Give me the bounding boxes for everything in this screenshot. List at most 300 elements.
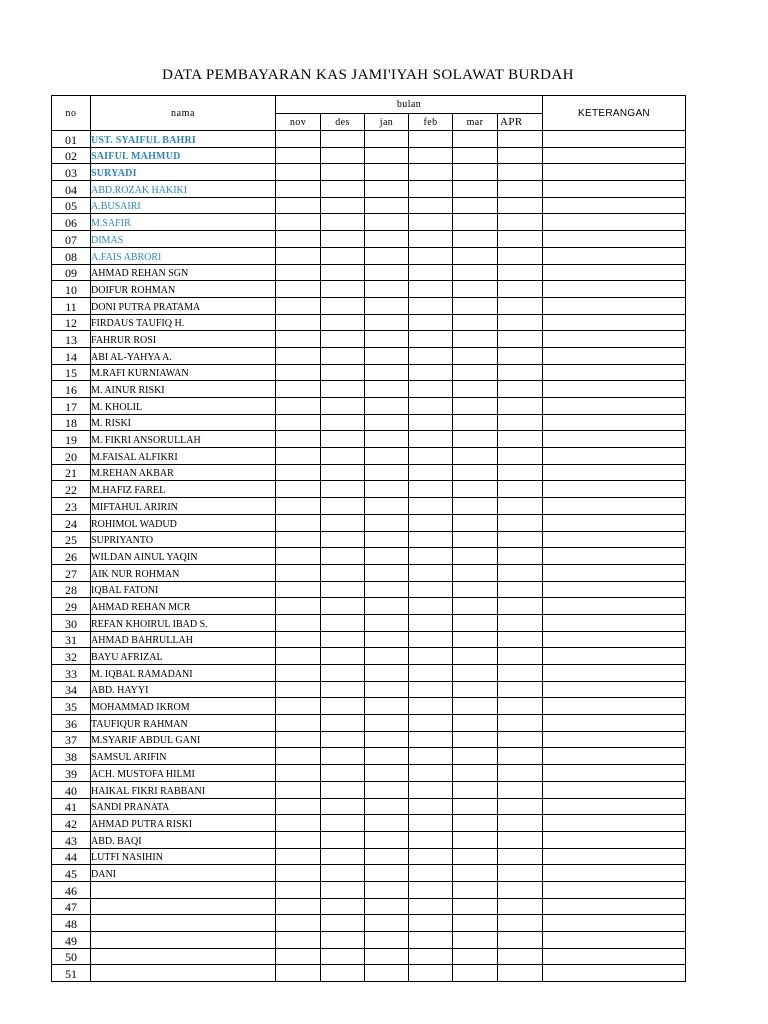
payment-cell-apr — [498, 798, 543, 815]
row-number: 25 — [52, 531, 91, 548]
payment-cell-des — [321, 815, 365, 832]
keterangan-cell — [543, 715, 686, 732]
payment-cell-des — [321, 381, 365, 398]
payment-cell-apr — [498, 815, 543, 832]
payment-cell-nov — [276, 848, 321, 865]
member-name: UST. SYAIFUL BAHRI — [91, 131, 276, 148]
table-row — [52, 731, 686, 748]
payment-cell-jan — [365, 531, 409, 548]
payment-cell-feb — [409, 915, 453, 932]
row-number: 03 — [52, 164, 91, 181]
payment-cell-nov — [276, 932, 321, 949]
payment-cell-apr — [498, 548, 543, 565]
payment-cell-des — [321, 414, 365, 431]
table-row — [52, 815, 686, 832]
month-header-feb: feb — [409, 114, 453, 131]
row-number: 21 — [52, 464, 91, 481]
table-row — [52, 932, 686, 949]
payment-cell-feb — [409, 831, 453, 848]
member-name: WILDAN AINUL YAQIN — [91, 548, 276, 565]
payment-cell-jan — [365, 965, 409, 982]
payment-cell-mar — [453, 898, 498, 915]
payment-cell-des — [321, 431, 365, 448]
payment-cell-feb — [409, 398, 453, 415]
payment-cell-des — [321, 948, 365, 965]
column-header-bulan: bulan — [276, 96, 543, 114]
table-row — [52, 231, 686, 248]
table-row — [52, 848, 686, 865]
payment-cell-nov — [276, 147, 321, 164]
payment-cell-nov — [276, 481, 321, 498]
keterangan-cell — [543, 414, 686, 431]
row-number: 43 — [52, 831, 91, 848]
payment-cell-des — [321, 581, 365, 598]
payment-cell-nov — [276, 748, 321, 765]
table-row — [52, 264, 686, 281]
row-number: 49 — [52, 932, 91, 949]
payment-cell-feb — [409, 598, 453, 615]
table-row — [52, 498, 686, 515]
keterangan-cell — [543, 131, 686, 148]
payment-cell-des — [321, 548, 365, 565]
payment-cell-feb — [409, 581, 453, 598]
payment-cell-nov — [276, 164, 321, 181]
payment-cell-mar — [453, 731, 498, 748]
payment-cell-nov — [276, 181, 321, 198]
payment-cell-des — [321, 514, 365, 531]
payment-cell-feb — [409, 681, 453, 698]
member-name: DOIFUR ROHMAN — [91, 281, 276, 298]
table-row — [52, 398, 686, 415]
payment-cell-feb — [409, 881, 453, 898]
payment-cell-des — [321, 598, 365, 615]
keterangan-cell — [543, 531, 686, 548]
table-row — [52, 614, 686, 631]
payment-cell-jan — [365, 631, 409, 648]
payment-cell-feb — [409, 281, 453, 298]
row-number: 36 — [52, 715, 91, 732]
payment-cell-mar — [453, 765, 498, 782]
month-header-jan: jan — [365, 114, 409, 131]
keterangan-cell — [543, 831, 686, 848]
payment-cell-feb — [409, 181, 453, 198]
row-number: 01 — [52, 131, 91, 148]
keterangan-cell — [543, 498, 686, 515]
keterangan-cell — [543, 314, 686, 331]
payment-cell-nov — [276, 698, 321, 715]
payment-cell-des — [321, 564, 365, 581]
row-number: 19 — [52, 431, 91, 448]
payment-cell-jan — [365, 648, 409, 665]
payment-cell-jan — [365, 498, 409, 515]
keterangan-cell — [543, 381, 686, 398]
payment-cell-feb — [409, 498, 453, 515]
payment-cell-des — [321, 331, 365, 348]
payment-cell-apr — [498, 665, 543, 682]
row-number: 47 — [52, 898, 91, 915]
payment-cell-jan — [365, 598, 409, 615]
table-row — [52, 381, 686, 398]
row-number: 37 — [52, 731, 91, 748]
payment-cell-apr — [498, 381, 543, 398]
table-row — [52, 598, 686, 615]
payment-cell-apr — [498, 648, 543, 665]
table-body — [52, 131, 686, 982]
payment-cell-apr — [498, 915, 543, 932]
payment-cell-mar — [453, 698, 498, 715]
payment-cell-nov — [276, 831, 321, 848]
payment-cell-nov — [276, 631, 321, 648]
payment-cell-nov — [276, 448, 321, 465]
keterangan-cell — [543, 898, 686, 915]
payment-cell-nov — [276, 264, 321, 281]
keterangan-cell — [543, 264, 686, 281]
table-row — [52, 464, 686, 481]
member-name: M.HAFIZ FAREL — [91, 481, 276, 498]
table-row — [52, 698, 686, 715]
row-number: 35 — [52, 698, 91, 715]
payment-cell-des — [321, 481, 365, 498]
payment-cell-des — [321, 364, 365, 381]
table-row — [52, 581, 686, 598]
payment-cell-jan — [365, 364, 409, 381]
payment-cell-jan — [365, 815, 409, 832]
payment-cell-nov — [276, 414, 321, 431]
member-name: AHMAD REHAN SGN — [91, 264, 276, 281]
payment-cell-feb — [409, 898, 453, 915]
payment-cell-feb — [409, 631, 453, 648]
keterangan-cell — [543, 614, 686, 631]
keterangan-cell — [543, 648, 686, 665]
table-row — [52, 331, 686, 348]
table-row — [52, 431, 686, 448]
payment-cell-mar — [453, 364, 498, 381]
payment-cell-des — [321, 731, 365, 748]
payment-cell-des — [321, 698, 365, 715]
member-name: M.SYARIF ABDUL GANI — [91, 731, 276, 748]
payment-cell-mar — [453, 464, 498, 481]
payment-cell-apr — [498, 414, 543, 431]
member-name: SAIFUL MAHMUD — [91, 147, 276, 164]
row-number: 11 — [52, 297, 91, 314]
payment-cell-mar — [453, 181, 498, 198]
payment-cell-feb — [409, 381, 453, 398]
keterangan-cell — [543, 915, 686, 932]
row-number: 51 — [52, 965, 91, 982]
keterangan-cell — [543, 965, 686, 982]
payment-cell-jan — [365, 898, 409, 915]
member-name — [91, 932, 276, 949]
payment-cell-des — [321, 665, 365, 682]
keterangan-cell — [543, 865, 686, 882]
member-name: AHMAD PUTRA RISKI — [91, 815, 276, 832]
payment-cell-jan — [365, 564, 409, 581]
payment-cell-nov — [276, 665, 321, 682]
row-number: 10 — [52, 281, 91, 298]
payment-cell-mar — [453, 164, 498, 181]
payment-cell-apr — [498, 965, 543, 982]
table-row — [52, 965, 686, 982]
member-name: LUTFI NASIHIN — [91, 848, 276, 865]
table-row — [52, 197, 686, 214]
payment-cell-apr — [498, 881, 543, 898]
payment-cell-des — [321, 965, 365, 982]
table-row — [52, 765, 686, 782]
payment-cell-apr — [498, 848, 543, 865]
member-name: SANDI PRANATA — [91, 798, 276, 815]
payment-cell-mar — [453, 314, 498, 331]
table-row — [52, 715, 686, 732]
keterangan-cell — [543, 448, 686, 465]
payment-cell-jan — [365, 681, 409, 698]
payment-cell-apr — [498, 398, 543, 415]
payment-cell-mar — [453, 865, 498, 882]
row-number: 08 — [52, 247, 91, 264]
keterangan-cell — [543, 548, 686, 565]
month-header-nov: nov — [276, 114, 321, 131]
payment-cell-feb — [409, 464, 453, 481]
payment-cell-feb — [409, 548, 453, 565]
row-number: 27 — [52, 564, 91, 581]
row-number: 33 — [52, 665, 91, 682]
payment-cell-nov — [276, 514, 321, 531]
keterangan-cell — [543, 347, 686, 364]
payment-cell-nov — [276, 197, 321, 214]
member-name: M. AINUR RISKI — [91, 381, 276, 398]
keterangan-cell — [543, 214, 686, 231]
member-name — [91, 915, 276, 932]
payment-cell-mar — [453, 281, 498, 298]
payment-cell-des — [321, 347, 365, 364]
table-row — [52, 347, 686, 364]
payment-cell-des — [321, 398, 365, 415]
payment-cell-nov — [276, 581, 321, 598]
payment-cell-mar — [453, 531, 498, 548]
payment-cell-mar — [453, 297, 498, 314]
member-name: ROHIMOL WADUD — [91, 514, 276, 531]
table-row — [52, 564, 686, 581]
member-name: FIRDAUS TAUFIQ H. — [91, 314, 276, 331]
payment-cell-jan — [365, 398, 409, 415]
member-name — [91, 898, 276, 915]
payment-cell-nov — [276, 281, 321, 298]
payment-cell-apr — [498, 765, 543, 782]
member-name: AIK NUR ROHMAN — [91, 564, 276, 581]
column-header-keterangan: KETERANGAN — [543, 96, 686, 131]
payment-cell-mar — [453, 431, 498, 448]
payment-cell-des — [321, 247, 365, 264]
payment-cell-des — [321, 932, 365, 949]
payment-cell-feb — [409, 665, 453, 682]
payment-cell-des — [321, 214, 365, 231]
payment-cell-mar — [453, 681, 498, 698]
payment-cell-jan — [365, 748, 409, 765]
payment-cell-apr — [498, 614, 543, 631]
payment-cell-des — [321, 164, 365, 181]
payment-cell-jan — [365, 331, 409, 348]
row-number: 07 — [52, 231, 91, 248]
member-name: AHMAD BAHRULLAH — [91, 631, 276, 648]
payment-cell-feb — [409, 948, 453, 965]
payment-cell-feb — [409, 798, 453, 815]
member-name: ABD.ROZAK HAKIKI — [91, 181, 276, 198]
table-row — [52, 748, 686, 765]
payment-cell-jan — [365, 731, 409, 748]
keterangan-cell — [543, 681, 686, 698]
table-row — [52, 414, 686, 431]
row-number: 09 — [52, 264, 91, 281]
payment-cell-nov — [276, 965, 321, 982]
row-number: 14 — [52, 347, 91, 364]
payment-cell-feb — [409, 965, 453, 982]
payment-cell-nov — [276, 715, 321, 732]
payment-cell-des — [321, 915, 365, 932]
payment-cell-nov — [276, 314, 321, 331]
payment-cell-feb — [409, 331, 453, 348]
row-number: 12 — [52, 314, 91, 331]
payment-cell-nov — [276, 648, 321, 665]
row-number: 16 — [52, 381, 91, 398]
payment-cell-mar — [453, 631, 498, 648]
payment-cell-mar — [453, 665, 498, 682]
payment-cell-apr — [498, 464, 543, 481]
payment-cell-jan — [365, 614, 409, 631]
payment-cell-mar — [453, 247, 498, 264]
payment-cell-apr — [498, 531, 543, 548]
payment-cell-nov — [276, 431, 321, 448]
member-name: M. FIKRI ANSORULLAH — [91, 431, 276, 448]
member-name: A.FAIS ABRORI — [91, 247, 276, 264]
table-row — [52, 881, 686, 898]
payment-cell-des — [321, 781, 365, 798]
payment-cell-feb — [409, 848, 453, 865]
payment-cell-jan — [365, 932, 409, 949]
payment-cell-apr — [498, 181, 543, 198]
payment-cell-nov — [276, 347, 321, 364]
row-number: 41 — [52, 798, 91, 815]
keterangan-cell — [543, 598, 686, 615]
payment-cell-mar — [453, 398, 498, 415]
payment-cell-nov — [276, 564, 321, 581]
payment-cell-jan — [365, 247, 409, 264]
member-name — [91, 948, 276, 965]
payment-cell-feb — [409, 297, 453, 314]
member-name: M.FAISAL ALFIKRI — [91, 448, 276, 465]
payment-cell-nov — [276, 614, 321, 631]
payment-cell-jan — [365, 414, 409, 431]
row-number: 28 — [52, 581, 91, 598]
member-name: TAUFIQUR RAHMAN — [91, 715, 276, 732]
payment-cell-des — [321, 181, 365, 198]
member-name: SURYADI — [91, 164, 276, 181]
payment-cell-apr — [498, 297, 543, 314]
payment-cell-nov — [276, 297, 321, 314]
payment-cell-mar — [453, 915, 498, 932]
payment-cell-jan — [365, 214, 409, 231]
payment-cell-des — [321, 264, 365, 281]
payment-cell-jan — [365, 831, 409, 848]
payment-cell-apr — [498, 731, 543, 748]
keterangan-cell — [543, 247, 686, 264]
payment-cell-apr — [498, 131, 543, 148]
member-name: MOHAMMAD IKROM — [91, 698, 276, 715]
payment-cell-jan — [365, 481, 409, 498]
payment-cell-mar — [453, 548, 498, 565]
row-number: 18 — [52, 414, 91, 431]
payment-cell-apr — [498, 831, 543, 848]
row-number: 06 — [52, 214, 91, 231]
payment-cell-apr — [498, 214, 543, 231]
payment-cell-nov — [276, 781, 321, 798]
row-number: 23 — [52, 498, 91, 515]
payment-cell-mar — [453, 932, 498, 949]
member-name: M. RISKI — [91, 414, 276, 431]
payment-cell-apr — [498, 748, 543, 765]
payment-cell-feb — [409, 648, 453, 665]
payment-cell-des — [321, 715, 365, 732]
payment-cell-feb — [409, 531, 453, 548]
payment-cell-mar — [453, 498, 498, 515]
keterangan-cell — [543, 398, 686, 415]
payment-cell-feb — [409, 514, 453, 531]
table-row — [52, 948, 686, 965]
payment-cell-apr — [498, 598, 543, 615]
payment-cell-jan — [365, 798, 409, 815]
payment-cell-apr — [498, 431, 543, 448]
keterangan-cell — [543, 431, 686, 448]
keterangan-cell — [543, 181, 686, 198]
payment-cell-apr — [498, 247, 543, 264]
member-name: ABD. HAYYI — [91, 681, 276, 698]
payment-cell-apr — [498, 197, 543, 214]
payment-cell-nov — [276, 398, 321, 415]
member-name — [91, 965, 276, 982]
payment-cell-jan — [365, 765, 409, 782]
keterangan-cell — [543, 364, 686, 381]
keterangan-cell — [543, 815, 686, 832]
payment-cell-feb — [409, 264, 453, 281]
payment-cell-nov — [276, 531, 321, 548]
keterangan-cell — [543, 765, 686, 782]
payment-cell-jan — [365, 131, 409, 148]
payment-cell-jan — [365, 548, 409, 565]
payment-cell-feb — [409, 698, 453, 715]
row-number: 15 — [52, 364, 91, 381]
payment-cell-jan — [365, 781, 409, 798]
keterangan-cell — [543, 514, 686, 531]
payment-cell-nov — [276, 331, 321, 348]
row-number: 39 — [52, 765, 91, 782]
payment-cell-apr — [498, 364, 543, 381]
payment-cell-jan — [365, 848, 409, 865]
keterangan-cell — [543, 481, 686, 498]
member-name: M.SAFIR — [91, 214, 276, 231]
payment-cell-des — [321, 865, 365, 882]
payment-cell-mar — [453, 214, 498, 231]
payment-cell-des — [321, 464, 365, 481]
page-title: DATA PEMBAYARAN KAS JAMI'IYAH SOLAWAT BURDAH — [162, 67, 574, 83]
payment-cell-apr — [498, 347, 543, 364]
keterangan-cell — [543, 581, 686, 598]
payment-cell-jan — [365, 431, 409, 448]
table-row — [52, 131, 686, 148]
keterangan-cell — [543, 881, 686, 898]
payment-cell-nov — [276, 381, 321, 398]
payment-cell-jan — [365, 881, 409, 898]
payment-cell-jan — [365, 264, 409, 281]
payment-cell-jan — [365, 281, 409, 298]
row-number: 29 — [52, 598, 91, 615]
